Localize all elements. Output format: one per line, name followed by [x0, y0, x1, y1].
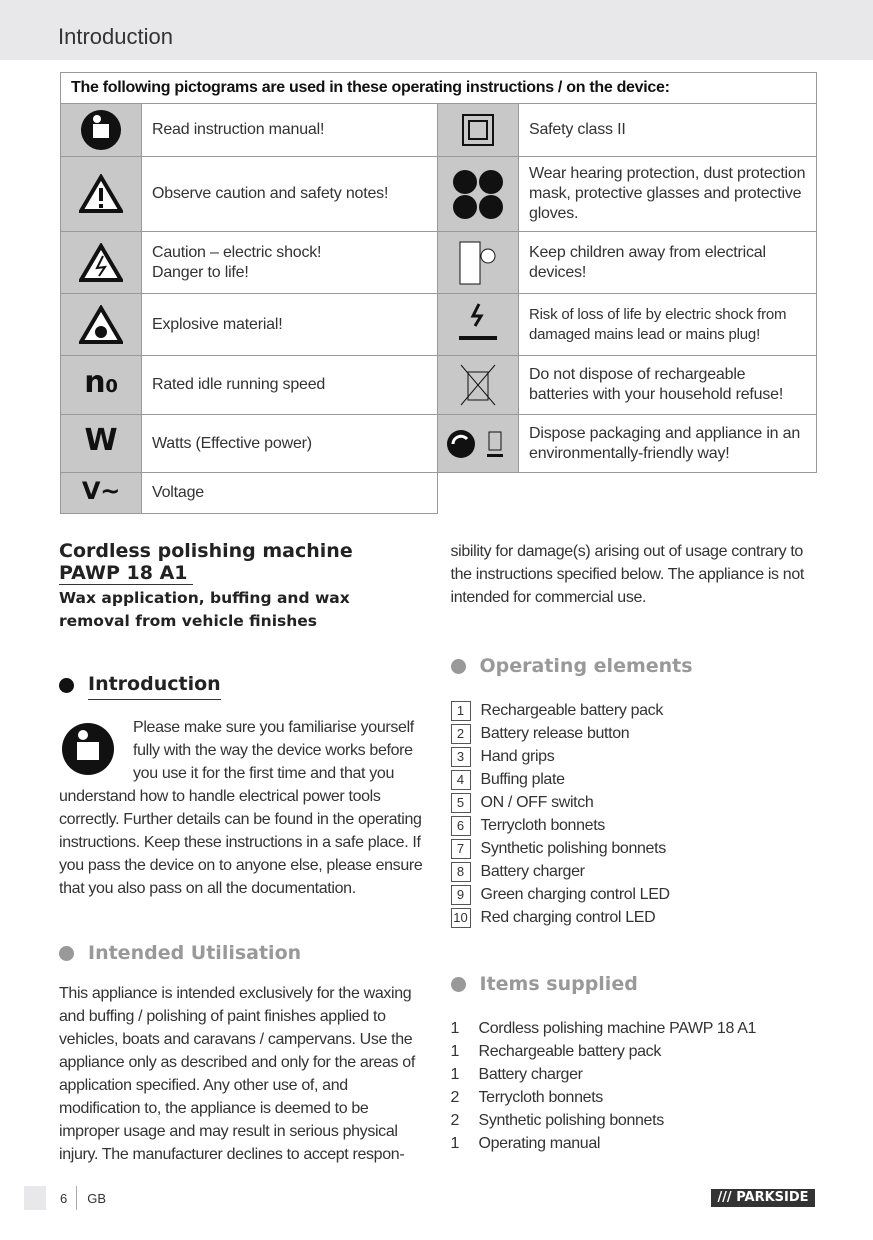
item-number: 7 — [451, 839, 471, 859]
table-caption: The following pictograms are used in these operating instructions / on the device: — [61, 73, 817, 104]
voltage-symbol: V~ — [61, 473, 142, 514]
item-label: Synthetic polishing bonnets — [478, 1112, 664, 1129]
item-number: 5 — [451, 793, 471, 813]
supplied-item — [451, 1086, 817, 1109]
electric-shock-icon — [61, 232, 142, 294]
operating-heading: Operating elements — [451, 653, 817, 679]
item-number: 8 — [451, 862, 471, 882]
item-label: Buffing plate — [480, 771, 565, 788]
operating-item — [451, 883, 817, 906]
item-label: ON / OFF switch — [480, 794, 594, 811]
item-number: 4 — [451, 770, 471, 790]
supplied-item — [451, 1040, 817, 1063]
explosive-icon — [61, 294, 142, 356]
supplied-item — [451, 1063, 817, 1086]
pictogram-desc: Rated idle running speed — [142, 356, 438, 415]
page-footer — [24, 1186, 815, 1234]
item-number: 6 — [451, 816, 471, 836]
item-label: Hand grips — [480, 748, 555, 765]
pictogram-table — [60, 72, 817, 514]
operating-item — [451, 837, 817, 860]
introduction-text-cont: understand how to handle electrical power tools correctly. Further details can be found in the operating instructions. Keep these instructions in a safe place. If you pass the device on to anyone else, please ensure that you also pass on all the documentation. — [59, 788, 423, 897]
item-label: Red charging control LED — [480, 909, 656, 926]
item-quantity: 2 — [450, 1112, 460, 1129]
read-manual-icon — [61, 104, 142, 157]
pictogram-desc: Watts (Effective power) — [142, 415, 438, 473]
item-quantity: 2 — [450, 1089, 460, 1106]
keep-children-away-icon — [438, 232, 519, 294]
operating-item — [451, 768, 817, 791]
item-number: 3 — [451, 747, 471, 767]
header-title: Introduction — [58, 24, 173, 49]
supplied-heading: Items supplied — [451, 971, 817, 997]
footer-divider — [76, 1186, 77, 1210]
pictogram-desc: Risk of loss of life by electric shock from damaged mains lead or mains plug! — [519, 294, 817, 356]
pictogram-desc: Do not dispose of rechargeable batteries with your household refuse! — [519, 356, 817, 415]
page-header — [0, 0, 873, 60]
item-label: Battery release button — [480, 725, 630, 742]
intended-heading: Intended Utilisation — [59, 940, 425, 966]
damaged-plug-icon — [438, 294, 519, 356]
warning-icon — [61, 157, 142, 232]
right-column — [451, 540, 817, 1166]
item-label: Rechargeable battery pack — [478, 1043, 661, 1060]
content-columns — [59, 540, 816, 1166]
supplied-list — [451, 1017, 817, 1155]
parkside-logo: /// PARKSIDE — [711, 1189, 815, 1207]
safety-class-ii-icon — [438, 104, 519, 157]
item-label: Terrycloth bonnets — [478, 1089, 603, 1106]
item-label: Cordless polishing machine PAWP 18 A1 — [478, 1020, 757, 1037]
idle-speed-symbol: n0 — [61, 356, 142, 415]
pictogram-desc: Voltage — [142, 473, 438, 514]
supplied-item — [451, 1017, 817, 1040]
operating-item — [451, 906, 817, 929]
page-number: 6 — [60, 1190, 68, 1206]
item-number: 10 — [451, 908, 471, 928]
item-label: Synthetic polishing bonnets — [480, 840, 666, 857]
pictogram-desc: Safety class II — [519, 104, 817, 157]
operating-item — [451, 699, 817, 722]
introduction-text: Please make sure you familiarise yourself fully with the way the device works before you use it for the first time and that you — [133, 719, 414, 782]
recycling-icon — [438, 415, 519, 473]
watts-symbol: W — [61, 415, 142, 473]
introduction-heading: Introduction — [59, 671, 425, 700]
operating-list — [451, 699, 817, 929]
product-title: Cordless polishing machine — [59, 540, 353, 562]
item-label: Terrycloth bonnets — [480, 817, 605, 834]
bullet-icon — [59, 678, 74, 693]
supplied-item — [451, 1132, 817, 1155]
intended-text-cont: sibility for damage(s) arising out of usage contrary to the instructions specified below. The appliance is not intended for commercial use. — [450, 543, 804, 606]
item-number: 2 — [451, 724, 471, 744]
supplied-item — [451, 1109, 817, 1132]
item-label: Battery charger — [478, 1066, 583, 1083]
item-number: 1 — [451, 701, 471, 721]
item-quantity: 1 — [450, 1066, 460, 1083]
protective-equipment-icon — [438, 157, 519, 232]
language-code: GB — [87, 1190, 107, 1206]
footer-tab — [24, 1186, 46, 1210]
item-quantity: 1 — [450, 1020, 460, 1037]
operating-item — [451, 722, 817, 745]
intended-text: This appliance is intended exclusively for the waxing and buffing / polishing of paint finishes applied to vehicles, boats and caravans / campervans. Use the appliance only as described and only for the areas of application specified. Any other use of, and modification to, the appliance is deemed to be improper usage and may result in serious physical injury. The manufacturer declines to accept respon- — [59, 985, 415, 1163]
item-label: Operating manual — [478, 1135, 601, 1152]
operating-item — [451, 814, 817, 837]
item-label: Battery charger — [480, 863, 585, 880]
item-quantity: 1 — [450, 1135, 460, 1152]
operating-item — [451, 745, 817, 768]
pictogram-desc: Read instruction manual! — [142, 104, 438, 157]
bullet-icon — [451, 659, 466, 674]
left-column — [59, 540, 425, 1166]
item-quantity: 1 — [450, 1043, 460, 1060]
product-model: PAWP 18 A1 — [59, 562, 193, 585]
item-number: 9 — [451, 885, 471, 905]
pictogram-desc: Wear hearing protection, dust protection mask, protective glasses and protective gloves. — [519, 157, 817, 232]
read-manual-icon — [59, 720, 117, 778]
pictogram-desc: Observe caution and safety notes! — [142, 157, 438, 232]
item-label: Rechargeable battery pack — [480, 702, 663, 719]
item-label: Green charging control LED — [480, 886, 670, 903]
operating-item — [451, 791, 817, 814]
pictogram-desc: Keep children away from electrical devices! — [519, 232, 817, 294]
bullet-icon — [451, 977, 466, 992]
operating-item — [451, 860, 817, 883]
pictogram-desc: Caution – electric shock! Danger to life! — [142, 232, 438, 294]
pictogram-desc: Explosive material! — [142, 294, 438, 356]
no-household-disposal-icon — [438, 356, 519, 415]
pictogram-desc: Dispose packaging and appliance in an environmentally-friendly way! — [519, 415, 817, 473]
bullet-icon — [59, 946, 74, 961]
product-subtitle: Wax application, buffing and wax removal from vehicle finishes — [59, 589, 350, 630]
